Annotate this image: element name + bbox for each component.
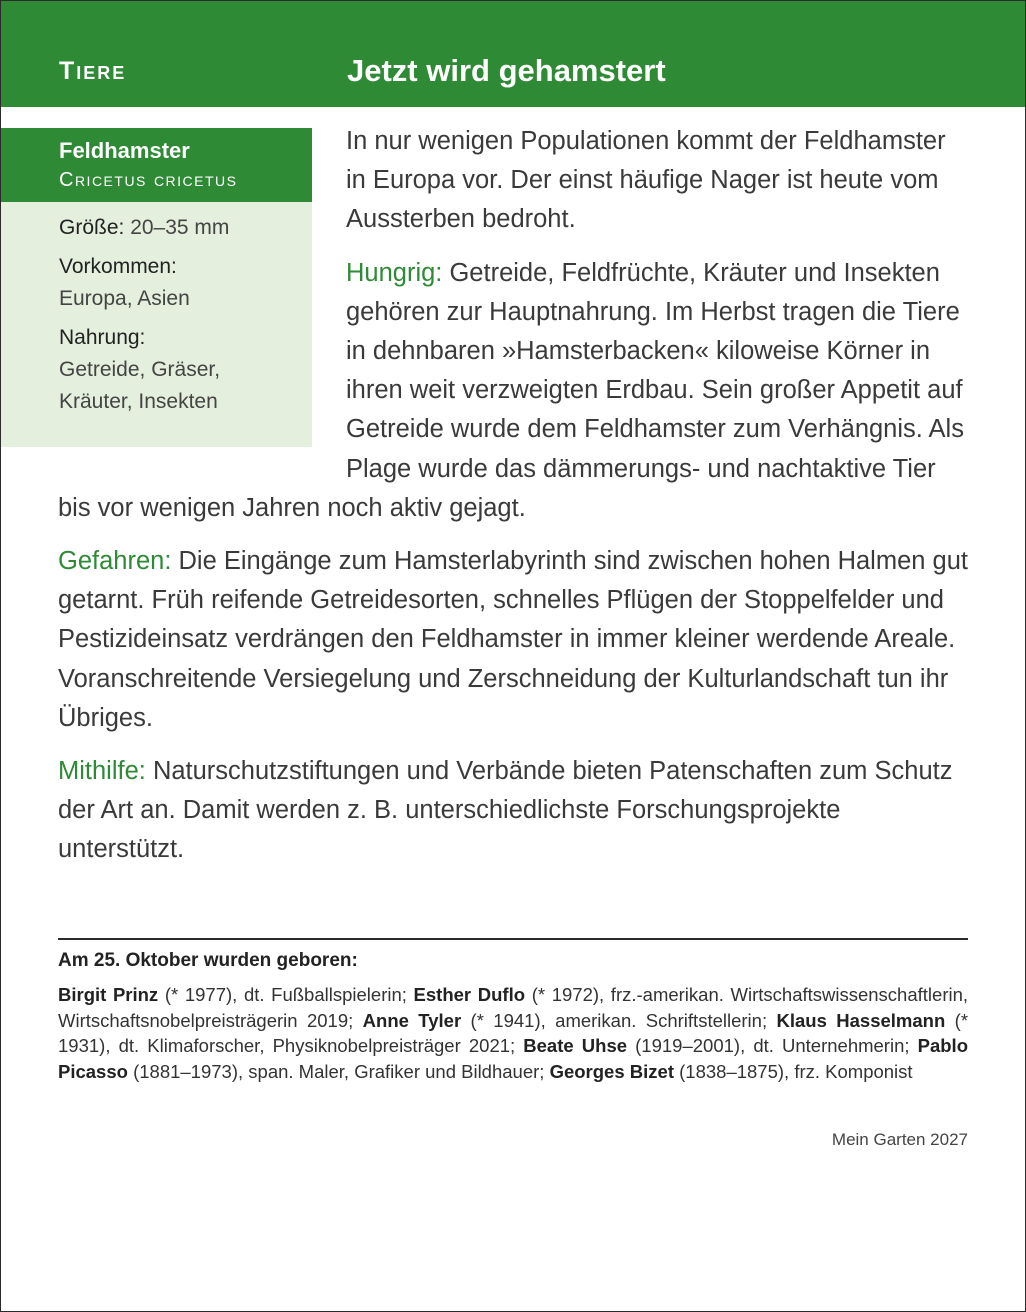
page-title: Jetzt wird gehamstert xyxy=(347,53,666,88)
fact-list xyxy=(1,202,312,418)
fact-food-value-1: Getreide, Gräser, xyxy=(59,358,221,381)
category-label: Tiere xyxy=(59,57,127,85)
keyword-hungrig: Hungrig: xyxy=(346,258,443,287)
birth-person-info: (* 1941), amerikan. Schriftstellerin; xyxy=(461,1009,777,1031)
birth-person-info: (* 1931), dt. Klimaforscher, Physiknobelpreisträger 2021; xyxy=(58,1009,969,1056)
birth-person-info: (1881–1973), span. Maler, Grafiker und Bildhauer; xyxy=(127,1060,550,1082)
fact-size-value: 20–35 mm xyxy=(130,216,230,239)
fact-occurrence xyxy=(59,251,312,315)
birth-person-name: Georges Bizet xyxy=(549,1060,674,1082)
birth-person-name: Anne Tyler xyxy=(362,1009,462,1031)
footer-source: Mein Garten 2027 xyxy=(831,1130,968,1149)
birth-person-info: (1919–2001), dt. Unternehmerin; xyxy=(627,1035,918,1056)
birth-person-name: Klaus Hasselmann xyxy=(776,1009,946,1031)
births-title: Am 25. Oktober wurden geboren: xyxy=(58,950,358,971)
birth-person-name: Pablo Picasso xyxy=(58,1035,968,1082)
birth-person-name: Beate Uhse xyxy=(523,1035,628,1056)
fact-size xyxy=(59,212,312,244)
fact-occurrence-label: Vorkommen: xyxy=(59,255,177,278)
page-header xyxy=(1,1,1025,107)
species-name: Feldhamster xyxy=(59,138,190,163)
keyword-mithilfe: Mithilfe: xyxy=(58,757,146,786)
keyword-gefahren: Gefahren: xyxy=(58,547,172,576)
birth-person-name: Esther Duflo xyxy=(413,984,526,1005)
birth-person-info: (1838–1875), frz. Komponist xyxy=(673,1060,913,1082)
paragraph-hungrig-text: Getreide, Feldfrüchte, Kräuter und Insekten gehören zur Hauptnahrung. Im Herbst tragen die Tiere in dehnbaren »Hamsterbacken« kiloweise Körner in ihren weit verzweigten Erdbau. Sein großer Appetit auf Getreide wurde dem Feldhamster zum Verhängnis. Als Plage wurde das dämmerungs- und nachtaktive Tier bis vor wenigen Jahren noch aktiv gejagt. xyxy=(58,258,964,522)
article-intro: In nur wenigen Populationen kommt der Feldhamster in Europa vor. Der einst häufige Nager ist heute vom Aussterben bedroht. xyxy=(346,127,946,234)
fact-food xyxy=(59,322,312,418)
paragraph-mithilfe-text: Naturschutzstiftungen und Verbände bieten Patenschaften zum Schutz der Art an. Damit werden z. B. unterschiedlichste Forschungsprojekte unterstützt. xyxy=(58,757,953,864)
fact-box xyxy=(1,128,312,447)
fact-food-label: Nahrung: xyxy=(59,326,146,349)
fact-food-value-2: Kräuter, Insekten xyxy=(59,390,218,413)
birth-person-name: Birgit Prinz xyxy=(58,984,159,1005)
birth-person-info: (* 1972), frz.-amerikan. Wirtschaftswissenschaftlerin, Wirtschaftsnobelpreisträgerin 2019; xyxy=(58,984,969,1031)
species-latin-name: Cricetus cricetus xyxy=(59,169,238,191)
fact-occurrence-value: Europa, Asien xyxy=(59,287,190,310)
birth-person-info: (* 1977), dt. Fußballspielerin; xyxy=(158,984,414,1005)
fact-size-label: Größe: xyxy=(59,216,125,239)
fact-box-header xyxy=(1,128,312,202)
births-list xyxy=(58,982,968,1084)
section-divider xyxy=(58,938,968,940)
paragraph-gefahren xyxy=(58,542,968,738)
paragraph-gefahren-text: Die Eingänge zum Hamsterlabyrinth sind zwischen hohen Halmen gut getarnt. Früh reifende Getreidesorten, schnelles Pflügen der Stoppelfelder und Pestizideinsatz verdrängen den Feldhamster in immer kleiner werdende Areale. Voranschreitende Versiegelung und Zerschneidung der Kulturlandschaft tun ihr Übriges. xyxy=(58,547,968,732)
paragraph-mithilfe xyxy=(58,752,968,870)
